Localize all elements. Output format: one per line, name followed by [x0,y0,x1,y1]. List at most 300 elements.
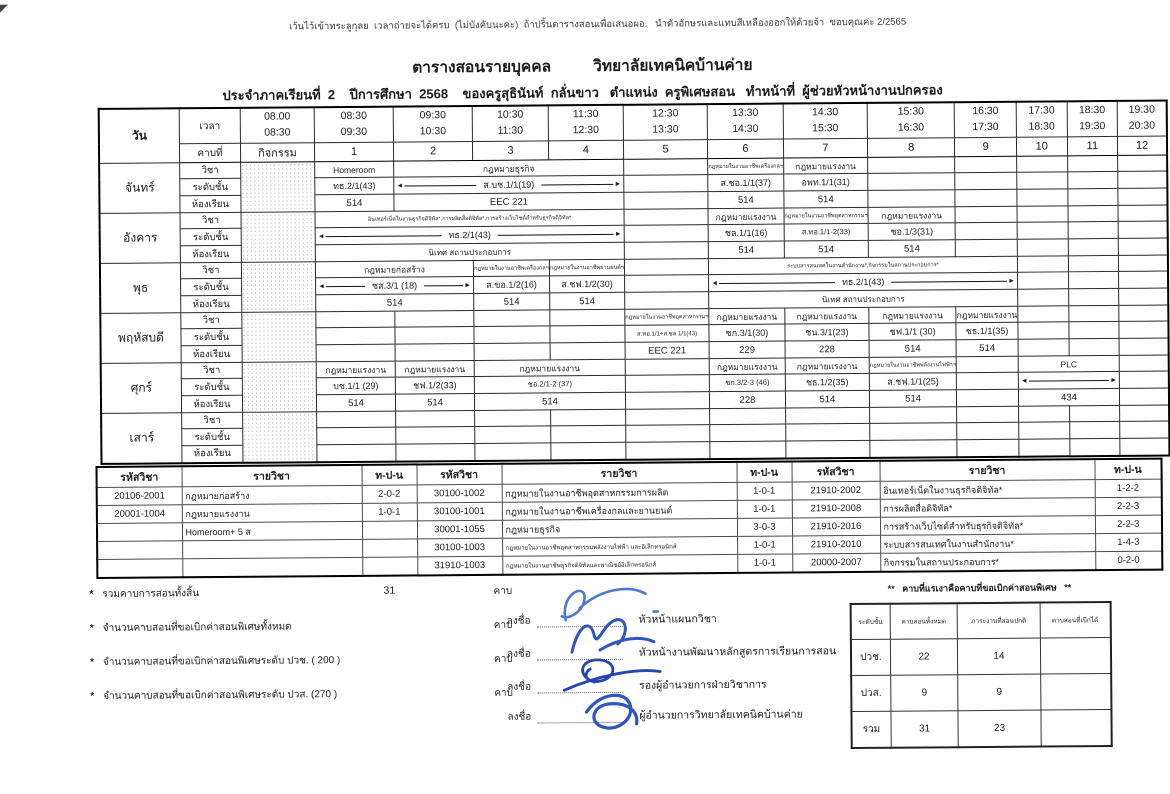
cell-subject [1119,305,1168,321]
cell-subject [550,409,625,426]
period-number: 5 [623,140,707,160]
cell-level [395,326,474,344]
row-label-subject: วิชา [180,212,241,228]
cell-subject: กฎหมายในงานอาชีพพลังงานไฟฟ้าฯ [869,357,956,374]
signature-row [507,610,717,629]
time-slot [472,105,548,141]
arrow-span [1019,376,1119,384]
row-label-room: ห้องเรียน [180,245,241,262]
document-type-title: ตารางสอนรายบุคคล [412,58,551,76]
sign-label: ลงชื่อ [507,647,531,662]
cell-subject [1017,156,1068,172]
course-name: กฎหมายแรงงาน [182,503,362,522]
cell-level: ส.ชฟ.1/2(30) [549,275,624,293]
arrow-line [424,285,463,286]
time-start: 15:30 [868,104,954,120]
course-code: 21910-2016 [792,517,880,536]
course-code: 20000-2007 [792,553,880,572]
cell-subject: กฎหมายในงานอาชีพเครื่องกลฯ [473,260,549,277]
cell-room [1119,288,1168,305]
cell-room [626,442,710,460]
cell-level [957,422,1019,439]
arrow-span [394,177,623,193]
period-number: 1 [314,142,393,162]
arrow-span [316,278,473,293]
period-number: 6 [708,139,784,159]
cell-room [1017,239,1068,256]
cell-level [1018,371,1119,389]
period-unit: คาบ [494,618,513,633]
cell-room: นิเทศ สถานประกอบการ [315,242,624,261]
time-start: 10:30 [473,108,548,124]
arrow-line [498,233,614,235]
time-start: 17:30 [1017,104,1067,120]
cell-subject: กฎหมายแรงงาน [956,306,1018,322]
total-periods-value: 31 [383,585,395,597]
cell-subject: กฎหมายแรงงาน [474,359,625,376]
arrow-span [709,274,1017,290]
arrow-line [719,282,835,284]
cell-room [1069,438,1120,455]
course-tpn: 1-0-1 [737,500,792,518]
row-label-subject: วิชา [180,262,241,278]
course-tpn: 1-0-1 [737,536,792,554]
arrow-line [326,285,365,286]
cell-room [395,343,474,361]
period-number: 4 [548,140,623,160]
footer [1,574,1170,791]
period-unit: คาบ [494,652,513,667]
time-start: 08.00 [241,109,314,125]
cell-room: 514 [550,292,625,310]
time-end: 17:30 [955,120,1016,136]
cell-room [957,389,1019,406]
time-end: 14:30 [708,122,783,138]
cell-subject [625,359,709,376]
cell-room: 514 [316,293,474,311]
cell-subject [396,410,475,427]
course-tpn: 3-0-3 [737,518,792,536]
time-start: 08:30 [315,109,393,125]
cell-level: ส.ขอ.1/2(16) [474,276,550,294]
row-label-subject: วิชา [182,412,243,428]
course-name: กฎหมายในงานอาชีพเครื่องกลและยานยนต์ [502,500,737,520]
time-slot [240,107,314,143]
row-label-room: ห้องเรียน [180,195,241,212]
course-name: การสร้างเว็บไซต์สำหรับธุรกิจดิจิทัล* [880,516,1095,536]
time-start: 12:30 [624,106,707,122]
cell-subject [1118,205,1167,221]
cell-level: ส.ชฟ.1/1(25) [869,373,956,391]
summary-header-row [851,602,1111,640]
cell-subject [1068,205,1119,221]
course-tpn: 1-2-2 [1095,479,1162,498]
cell-subject [1068,255,1119,271]
cell-subject: กฎหมายในงานอาชีพอุตสาหกรรมฯ [625,309,709,326]
cell-level [624,175,708,193]
cell-room: 514 [785,390,869,408]
sign-label: ลงชื่อ [507,614,531,629]
cell-level: ชก.3/1(30) [709,324,785,342]
cell-level-text: ทธ.2/1(43) [442,228,497,242]
period-number: 7 [783,138,867,158]
cell-subject [624,159,708,176]
day-label: เสาร์ [101,413,182,464]
cell-level [1018,322,1069,339]
cell-subject [317,411,396,428]
cell-room [1118,238,1167,255]
cell-room [957,439,1019,456]
cell-room [868,190,955,208]
cell-subject [1018,306,1069,322]
cell-subject [625,409,709,426]
cell-level: ส.ชอ.1/1(37) [708,174,784,192]
course-tpn [362,521,417,539]
cell-subject [710,408,786,425]
cell-level [868,173,955,191]
cell-room [1068,238,1119,255]
summary-row [851,637,1111,675]
cell-level: ชอ.1/3(31) [868,223,955,241]
cell-room [625,292,709,310]
course-name: กฎหมายในงานอาชีพธุรกิจดิจิทัลและพาณิชย์อิเล็กทรอนิกส์ [502,554,737,574]
cell-level [316,276,474,294]
cell-subject [955,206,1017,222]
cell-subject [955,156,1017,172]
time-slot [1016,101,1067,137]
course-code: 20001-1004 [97,505,182,524]
activity-shaded-cell [242,362,317,413]
period-number: 2 [393,141,472,161]
cell-subject [550,309,625,326]
time-end: 11:30 [473,123,548,139]
cell-level [624,275,708,293]
signature-row [507,705,802,724]
cell-room: EEC 221 [625,342,709,360]
cell-subject: กฎหมายแรงงาน [785,307,869,324]
cell-level: ส.ทอ.1/1-2(33) [784,223,868,241]
summary-cell: รวม [851,711,891,748]
row-label-room: ห้องเรียน [182,445,243,462]
note-asterisk: * [90,691,94,702]
special-pay-summary [846,580,1113,749]
cell-room [1118,188,1167,205]
cell-room [1068,288,1119,305]
cell-level [551,425,626,443]
course-name: Homeroom+ 5 ส [182,521,362,540]
course-name-header: รายวิชา [182,465,362,487]
time-slot [867,102,955,138]
summary-header: ระดับชั้น [851,604,891,640]
time-slot [393,106,472,142]
cell-level: ทธ.2/1(43) [315,177,394,195]
cell-room [474,343,550,361]
cell-level: ชอ.2/1-2 (37) [474,375,625,393]
cell-subject: PLC [1018,355,1119,372]
time-start: 14:30 [783,105,866,121]
course-code-header: รหัสวิชา [417,464,502,485]
course-tpn-header: ท-ป-น [362,464,417,485]
course-code: 30100-1003 [417,538,502,557]
signatory-title: ผู้อำนวยการวิทยาลัยเทคนิคบ้านค่าย [639,705,803,723]
arrow-left-icon: ◄ [1021,377,1028,384]
course-name: ระบบสารสนเทศในงานสำนักงาน* [880,534,1095,554]
cell-level: ชธ.1/2(35) [785,373,869,391]
cell-level [317,427,396,445]
time-slot [954,102,1016,138]
cell-level: ส.ทอ.1/1+ส.ชล 1/1(43) [625,325,709,343]
row-label-level: ระดับชั้น [182,428,243,445]
cell-subject [1119,255,1168,271]
cell-room [624,192,708,210]
course-tpn-header: ท-ป-น [1094,459,1161,480]
cell-subject [957,406,1019,422]
cell-subject [1120,405,1169,421]
row-label-level: ระดับชั้น [180,178,241,195]
cell-subject: กฎหมายแรงงาน [709,358,785,375]
arrow-right-icon: ► [615,230,622,237]
footer-note [90,687,337,704]
summary-header: คาบสอนทั้งหมด [890,603,958,639]
day-label: ศุกร์ [101,363,182,414]
cell-room [1018,289,1069,306]
period-number: 8 [867,138,954,158]
time-start: 18:30 [1067,103,1117,119]
cell-level [1069,421,1120,438]
cell-subject [956,356,1018,372]
row-label-room: ห้องเรียน [181,345,242,362]
cell-subject [1119,355,1168,371]
row-label-level: ระดับชั้น [181,378,242,395]
cell-level: อพท.1/1(31) [783,173,867,191]
cell-room [316,344,395,362]
cell-level [1068,321,1119,338]
note-asterisk: * [90,657,94,668]
course-code: 21910-2002 [792,481,880,500]
cell-room [870,440,957,458]
course-name: กฎหมายในงานอาชีพอุตสาหกรรมพลังงานไฟฟ้า และอิเล็กทรอนิกส์ [502,536,737,556]
cell-level: ชฟ.1/2(33) [395,376,474,394]
summary-cell: 14 [958,638,1041,675]
arrow-left-icon: ◄ [318,233,325,240]
cell-subject: กฎหมายในงานอาชีพเครื่องกลฯ [708,158,784,175]
cell-room: 514 [868,240,955,258]
summary-cell [1040,673,1111,710]
cell-subject: กฎหมายในงานอาชีพอุตสาหกรรมฯ [784,207,868,224]
arrow-line [1029,380,1109,382]
note-text: จำนวนคาบสอนที่ขอเบิกค่าสอนพิเศษระดับ ปวช. ( 200 ) [103,655,340,668]
arrow-right-icon: ► [464,282,471,289]
cell-level [1068,271,1119,288]
cell-room [1069,338,1120,355]
course-tpn-header: ท-ป-น [736,461,791,482]
time-start: 19:30 [1118,103,1166,119]
cell-level [1068,221,1119,238]
cell-level-text: ทธ.2/1(43) [836,275,891,289]
course-code: 30100-1001 [417,502,502,521]
cell-subject [624,259,708,276]
footer-note [90,619,292,636]
course-tpn: 1-0-1 [737,482,792,500]
time-end: 20:30 [1118,119,1166,135]
course-code: 30001-1055 [417,520,502,539]
summary-header: คาบสอนที่เบิกได้ [1040,602,1111,638]
period-row-label: คาบที่ [180,143,241,162]
cell-room [625,392,709,410]
cell-level [1118,171,1167,188]
arrow-left-icon: ◄ [396,182,403,189]
summary-cell: 9 [890,675,958,712]
summary-cell: 23 [958,710,1041,747]
cell-level [955,172,1017,189]
summary-cell: ปวส. [851,675,891,711]
page-subtitle: ประจำภาคเรียนที่ 2 ปีการศึกษา 2568 ของครูสุธินันท์ กลั่นขาว ตำแหน่ง ครูพิเศษสอน ทำหน้าที่ ผู้ช่วยหัวหน้างานปกครอง [0,78,1168,108]
time-end: 13:30 [624,122,707,138]
cell-subject [316,311,395,328]
signature-row [507,642,836,662]
cell-room: 514 [956,339,1018,356]
cell-level [1119,371,1168,388]
cell-room: 514 [315,194,394,212]
course-code [97,523,182,542]
course-tpn: 0-2-0 [1095,551,1162,570]
arrow-line [891,280,1007,282]
course-tpn: 1-0-1 [362,503,417,521]
cell-level [1017,172,1068,189]
signature-line [537,615,623,628]
period-number: 12 [1118,136,1168,155]
cell-room: 514 [708,191,784,209]
cell-room: นิเทศ สถานประกอบการ [709,289,1018,308]
time-slot [548,105,623,141]
signatory-title: หัวหน้าแผนกวิชา [638,610,716,628]
cell-room: 514 [869,340,956,358]
cell-room [1018,339,1069,356]
course-name: อินเทอร์เน็ตในงานธุรกิจดิจิทัล* [880,480,1095,500]
course-tpn: 2-2-3 [1095,497,1162,516]
cell-room [396,443,475,461]
time-end: 09:30 [315,125,393,141]
row-label-room: ห้องเรียน [181,295,242,312]
period-number: 9 [955,137,1017,156]
activity-shaded-cell [242,312,317,363]
timetable [98,100,1170,465]
time-slot [1067,101,1118,137]
course-tpn [362,539,417,557]
summary-table [850,601,1113,749]
day-label: อังคาร [100,213,181,264]
time-end: 10:30 [394,124,472,140]
period-number: 11 [1067,136,1118,155]
cell-subject: อินเทอร์เน็ตในงานธุรกิจดิจิทัล*,การผลิตสื่อดิจิทัล*,การสร้างเว็บไซต์สำหรับธุรกิจดิจิทัล* [315,209,624,227]
period-number: 10 [1016,137,1067,156]
cell-level [394,175,624,194]
activity-shaded-cell [241,262,316,313]
cell-level [626,425,710,443]
time-slot [707,104,783,140]
cell-level: ชธ.1/1(35) [956,322,1018,339]
cell-level [1119,271,1168,288]
cell-room [1120,388,1169,405]
note-text: รวมคาบการสอนทั้งสิ้น [102,588,199,600]
course-tpn: 1-4-3 [1095,533,1162,552]
cell-room: 228 [710,391,786,409]
course-code: 31910-1003 [417,556,502,575]
cell-subject [1019,406,1070,422]
summary-header: ภาระงานที่สอนปกติ [957,603,1040,639]
time-end: 19:30 [1067,119,1117,135]
college-name: วิทยาลัยเทคนิคบ้านค่าย [593,57,753,75]
cell-level [870,423,957,441]
cell-room: 514 [474,392,625,410]
cell-room: 514 [474,293,550,311]
signature-row [507,676,767,695]
time-row-label: เวลา [179,108,240,144]
cell-room: 514 [316,394,395,412]
summary-cell: 31 [891,711,959,748]
summary-row [851,709,1111,748]
signature-line [537,648,623,661]
course-code-header: รหัสวิชา [791,461,879,482]
cell-level: ชก.3/2-3 (46) [709,374,785,392]
cell-subject: กฎหมายแรงงาน [316,361,395,378]
cell-subject [395,310,474,327]
cell-subject: กฎหมายธุรกิจ [394,159,624,177]
cell-subject: กฎหมายแรงงาน [785,357,869,374]
summary-cell: 22 [890,639,958,676]
cell-room: 228 [785,340,869,358]
course-name [182,557,362,577]
cell-subject: กฎหมายแรงงาน [869,307,956,324]
cell-room [710,441,786,459]
cell-level: ชฟ.1/1 (30) [869,323,956,341]
time-end: 18:30 [1017,119,1067,135]
arrow-left-icon: ◄ [318,283,325,290]
cell-room: 229 [709,341,785,359]
course-code: 20106-2001 [97,487,182,506]
page-title [0,49,1167,83]
cell-room [1120,438,1169,455]
cell-room [1119,338,1168,355]
row-label-subject: วิชา [181,312,242,328]
summary-cell [1040,637,1111,674]
summary-cell [1041,709,1112,746]
cell-subject [785,407,869,424]
cell-room: 514 [395,393,474,411]
time-end: 08:30 [241,125,314,141]
cell-subject: กฎหมายแรงงาน [868,207,955,224]
period-number: 3 [472,141,548,161]
course-tpn [362,557,417,576]
shaded-periods-note: ** คาบที่แรเงาคือคาบที่ขอเบิกค่าสอนพิเศษ ** [846,580,1112,596]
day-label: พฤหัสบดี [100,313,181,364]
page-corner-artifact [0,5,8,16]
arrow-right-icon: ► [1110,376,1117,383]
summary-cell: 9 [958,674,1041,711]
cell-level-text: ชส.3/1 (18) [366,278,423,292]
note-asterisk: * [89,589,93,600]
day-label: พุธ [100,263,181,314]
signatures-overlay [481,571,762,758]
day-column-header: วัน [99,108,180,163]
cell-subject: กฎหมายแรงงาน [395,360,474,377]
course-code-header: รหัสวิชา [97,466,182,487]
top-handwritten-note: เว้นไว้เข้าทระลูกุลย เวลาถ่ายจะได้ครบ (ไม่บังคับนะคะ) ถ้าปริ้นตารางสอนเพื่อเสนอผอ. นำตัวอักษรและแทบสีเหลืองออกให้ด้วยจ้า ขอบคุณค่ะ 2/2565 [289,15,906,35]
day-label: จันทร์ [99,163,180,214]
arrow-span [316,227,624,243]
cell-level [625,375,709,393]
row-label-subject: วิชา [181,362,242,378]
